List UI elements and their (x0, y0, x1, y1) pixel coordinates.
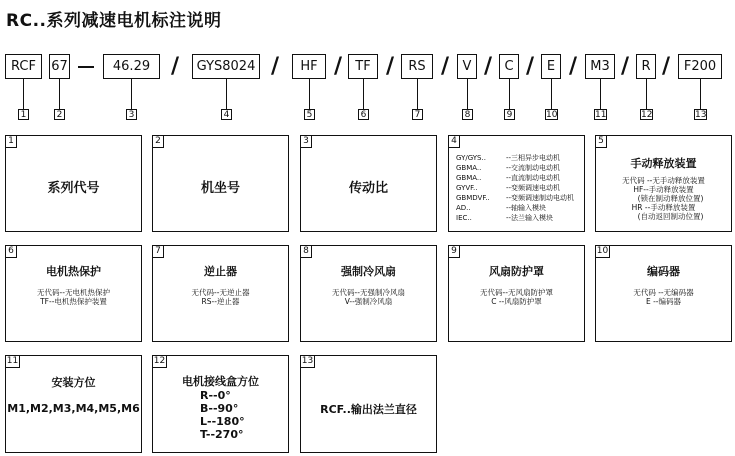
box-encoder (595, 245, 732, 342)
box-text: B--90° (200, 402, 239, 415)
connector-line (59, 79, 60, 109)
box-number: 11 (6, 356, 19, 366)
box-title: 电机热保护 (46, 265, 101, 278)
label-number: 6 (358, 109, 369, 120)
box-text: TF--电机热保护装置 (40, 297, 107, 306)
slash-separator: / (620, 54, 630, 79)
code-fan-guard: C (499, 54, 519, 79)
label-number: 1 (18, 109, 29, 120)
box-text: L--180° (200, 415, 245, 428)
connector-line (417, 79, 418, 109)
connector-line (509, 79, 510, 109)
box-text: HR --手动释放装置 (631, 203, 696, 212)
list-item: IEC.. --法兰输入模块 (456, 214, 554, 222)
box-text: (自动返回制动位置) (637, 212, 704, 221)
box-number: 13 (301, 356, 314, 366)
slash-separator: / (568, 54, 578, 79)
code-thermal: TF (348, 54, 378, 79)
connector-line (646, 79, 647, 109)
box-text: 无代码--无逆止器 (191, 288, 250, 297)
connector-line (309, 79, 310, 109)
box-title: 系列代号 (47, 181, 100, 196)
box-title: 逆止器 (204, 265, 237, 278)
list-item: GBMDVF.. --变频调速制动电动机 (456, 194, 575, 202)
box-title: 强制冷风扇 (341, 265, 396, 278)
box-mounting (5, 355, 142, 453)
box-text: 无代码--无强制冷风扇 (332, 288, 405, 297)
code-mounting: M3 (585, 54, 615, 79)
box-thermal (5, 245, 142, 342)
connector-line (467, 79, 468, 109)
box-forced-fan (300, 245, 437, 342)
slash-separator: / (525, 54, 535, 79)
code-terminal-box: R (636, 54, 656, 79)
box-number: 4 (449, 136, 460, 148)
connector-line (551, 79, 552, 109)
box-text: 无代码--无风扇防护罩 (480, 288, 553, 297)
box-number: 2 (153, 136, 164, 148)
box-text: HF--手动释放装置 (633, 185, 694, 194)
box-motor-type (448, 135, 585, 232)
box-title: 机坐号 (200, 181, 240, 196)
slash-separator: / (661, 54, 671, 79)
box-text: E --编码器 (645, 297, 682, 306)
label-number: 7 (412, 109, 423, 120)
box-text: 无代码 --无编码器 (633, 288, 694, 297)
box-frame-size (152, 135, 289, 232)
label-number: 5 (304, 109, 315, 120)
box-text: T--270° (200, 428, 244, 441)
box-number: 3 (301, 136, 312, 148)
code-backstop: RS (401, 54, 433, 79)
box-title: 安装方位 (51, 376, 96, 389)
connector-line (363, 79, 364, 109)
code-ratio: 46.29 (103, 54, 160, 79)
box-title: 编码器 (647, 265, 680, 278)
slash-separator: / (483, 54, 493, 79)
box-text: C --风扇防护罩 (491, 297, 542, 306)
box-title: 风扇防护罩 (489, 265, 544, 278)
box-text: V--强制冷风扇 (344, 297, 393, 306)
label-number: 10 (546, 110, 558, 120)
slash-separator: / (385, 54, 395, 79)
code-encoder: E (541, 54, 561, 79)
code-series: RCF (5, 54, 42, 79)
label-number: 11 (595, 110, 607, 120)
box-series (5, 135, 142, 232)
box-terminal-box (152, 355, 289, 453)
box-manual-release (595, 135, 732, 232)
connector-line (226, 79, 227, 109)
box-number: 5 (596, 136, 607, 148)
box-number: 7 (153, 246, 164, 258)
box-text: (锁在制动释放位置) (637, 194, 704, 203)
box-fan-guard (448, 245, 585, 342)
list-item: GBMA.. --交流制动电动机 (456, 164, 561, 172)
box-number: 6 (6, 246, 17, 258)
box-text: RS--逆止器 (201, 297, 240, 306)
list-item: GBMA.. --直流制动电动机 (456, 174, 561, 182)
list-item: GY/GYS.. --三相异步电动机 (456, 154, 561, 162)
slash-separator: / (440, 54, 450, 79)
label-number: 3 (126, 109, 137, 120)
connector-line (600, 79, 601, 109)
box-backstop (152, 245, 289, 342)
box-text: 无代码--无电机热保护 (37, 288, 110, 297)
box-number: 1 (6, 136, 17, 148)
connector-line (131, 79, 132, 109)
code-manual-release: HF (292, 54, 326, 79)
label-number: 13 (695, 110, 707, 120)
label-number: 2 (54, 109, 65, 120)
box-title: 电机接线盒方位 (182, 375, 259, 388)
box-number: 9 (449, 246, 460, 258)
list-item: AD.. --轴输入模块 (456, 204, 547, 212)
code-motor: GYS8024 (192, 54, 260, 79)
code-flange: F200 (678, 54, 722, 79)
connector-line (700, 79, 701, 109)
slash-separator: / (270, 54, 280, 79)
box-text: R--0° (200, 389, 231, 402)
box-title: RCF..输出法兰直径 (320, 403, 417, 416)
code-fan: V (457, 54, 477, 79)
box-number: 10 (596, 246, 609, 256)
box-number: 8 (301, 246, 312, 258)
code-frame-size: 67 (49, 54, 70, 79)
label-number: 12 (641, 110, 653, 120)
box-ratio (300, 135, 437, 232)
box-number: 12 (153, 356, 166, 366)
label-number: 8 (462, 109, 473, 120)
list-item: GYVF.. --变频调速电动机 (456, 184, 561, 192)
slash-separator: / (170, 54, 180, 79)
box-title: 手动释放装置 (630, 157, 697, 170)
page-title: RC..系列减速电机标注说明 (6, 11, 222, 31)
dash-separator (78, 66, 94, 68)
box-text: 无代码 --无手动释放装置 (622, 176, 705, 185)
connector-line (23, 79, 24, 109)
label-number: 9 (504, 109, 515, 120)
box-flange (300, 355, 437, 453)
label-number: 4 (221, 109, 232, 120)
box-title: 传动比 (348, 181, 388, 196)
box-text: M1,M2,M3,M4,M5,M6 (7, 402, 140, 415)
slash-separator: / (333, 54, 343, 79)
